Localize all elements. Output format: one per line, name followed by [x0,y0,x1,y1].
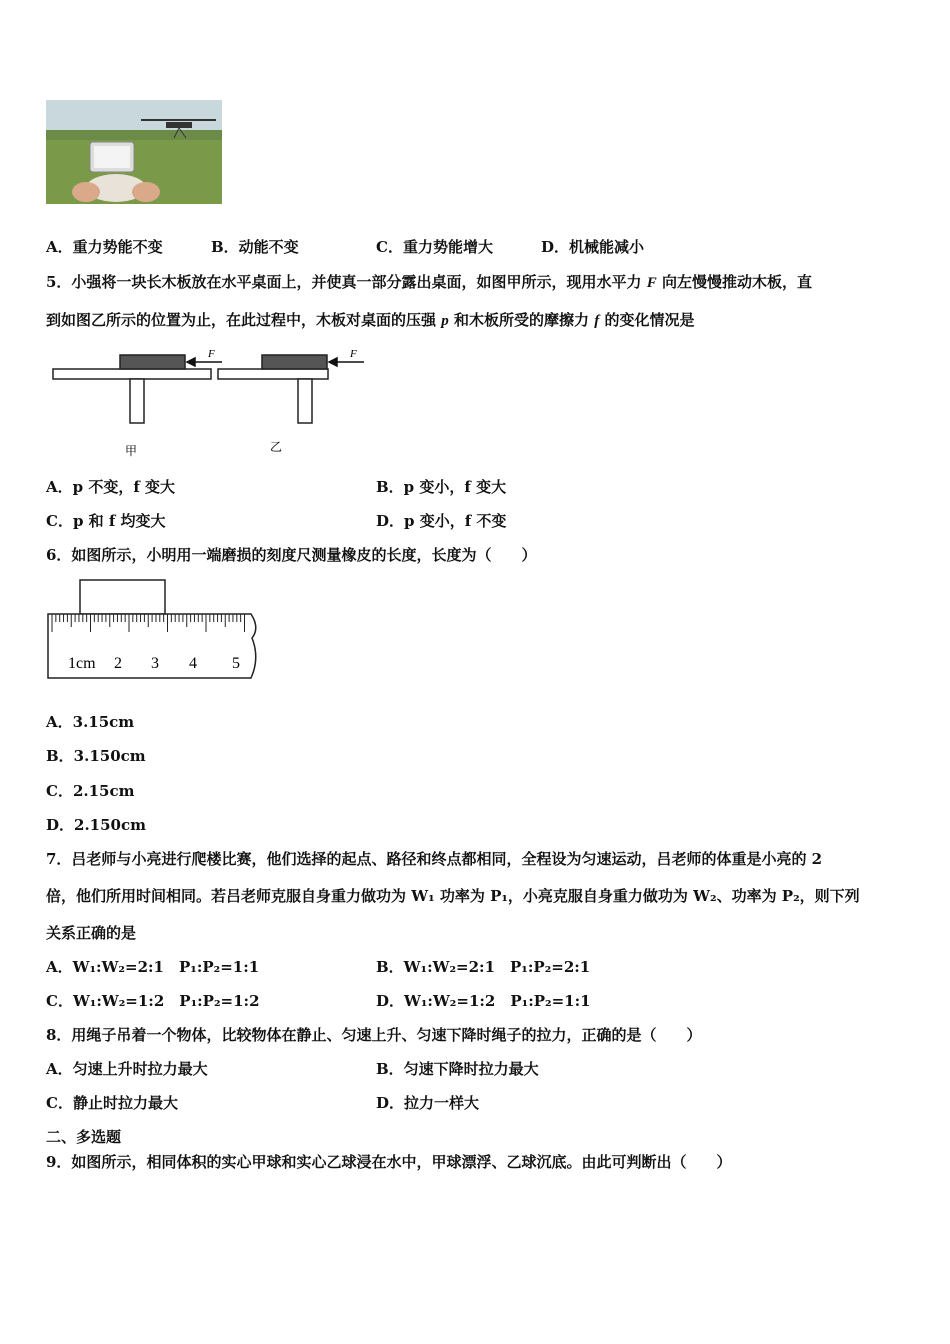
q8-option-c[interactable]: C．静止时拉力最大 [46,1094,178,1112]
q5-stem-line2: 到如图乙所示的位置为止，在此过程中，木板对桌面的压强 p 和木板所受的摩擦力 f 的变化情况是 [46,311,695,329]
ruler-label: 1cm [68,655,96,672]
q6-stem: 6．如图所示，小明用一端磨损的刻度尺测量橡皮的长度，长度为（ ） [46,546,537,564]
q7-option-a[interactable]: A．W₁:W₂=2:1 P₁:P₂=1:1 [46,958,260,976]
q7-stem-line2: 倍，他们所用时间相同。若吕老师克服自身重力做功为 W₁ 功率为 P₁，小亮克服自身重力做功为 W₂、功率为 P₂，则下列 [46,887,860,905]
q4-option-c[interactable]: C．重力势能增大 [376,238,493,256]
ruler-label: 3 [151,655,159,672]
q5-option-a[interactable]: A．p 不变，f 变大 [46,478,176,496]
section-heading: 二、多选题 [46,1128,122,1146]
q7-option-c[interactable]: C．W₁:W₂=1:2 P₁:P₂=1:2 [46,992,260,1010]
q8-option-a[interactable]: A．匀速上升时拉力最大 [46,1060,208,1078]
board-diagram [50,345,380,460]
q6-option-c[interactable]: C．2.15cm [46,782,135,800]
label-yi: 乙 [270,440,283,454]
q6-option-a[interactable]: A．3.15cm [46,713,135,731]
q4-option-a[interactable]: A．重力势能不变 [46,238,163,256]
q9-stem: 9．如图所示，相同体积的实心甲球和实心乙球浸在水中，甲球漂浮、乙球沉底。由此可判断出（ ） [46,1153,732,1171]
q7-stem-line3: 关系正确的是 [46,924,137,942]
q5-option-c[interactable]: C．p 和 f 均变大 [46,512,166,530]
ruler-label: 4 [189,655,197,672]
label-jia: 甲 [125,444,138,458]
q6-option-b[interactable]: B．3.150cm [46,747,146,765]
q4-option-b[interactable]: B．动能不变 [211,238,299,256]
q8-option-b[interactable]: B．匀速下降时拉力最大 [376,1060,539,1078]
q6-option-d[interactable]: D．2.150cm [46,816,146,834]
q5-option-d[interactable]: D．p 变小，f 不变 [376,512,507,530]
ruler-label: 2 [114,655,122,672]
drone-photo [46,100,222,204]
q4-option-d[interactable]: D．机械能减小 [541,238,645,256]
q7-option-d[interactable]: D．W₁:W₂=1:2 P₁:P₂=1:1 [376,992,591,1010]
q7-stem-line1: 7．吕老师与小亮进行爬楼比赛，他们选择的起点、路径和终点都相同，全程设为匀速运动，吕老师的体重是小亮的 2 [46,850,823,868]
force-label-right: F [350,348,357,360]
ruler-diagram [46,578,261,683]
q8-stem: 8．用绳子吊着一个物体，比较物体在静止、匀速上升、匀速下降时绳子的拉力，正确的是（ ） [46,1026,702,1044]
force-label-left: F [208,348,215,360]
eraser [80,580,165,614]
q8-option-d[interactable]: D．拉力一样大 [376,1094,480,1112]
q5-option-b[interactable]: B．p 变小，f 变大 [376,478,507,496]
q5-stem-line1: 5．小强将一块长木板放在水平桌面上，并使真一部分露出桌面，如图甲所示，现用水平力 F 向左慢慢推动木板，直 [46,273,812,291]
q7-option-b[interactable]: B．W₁:W₂=2:1 P₁:P₂=2:1 [376,958,591,976]
ruler-label: 5 [232,655,240,672]
